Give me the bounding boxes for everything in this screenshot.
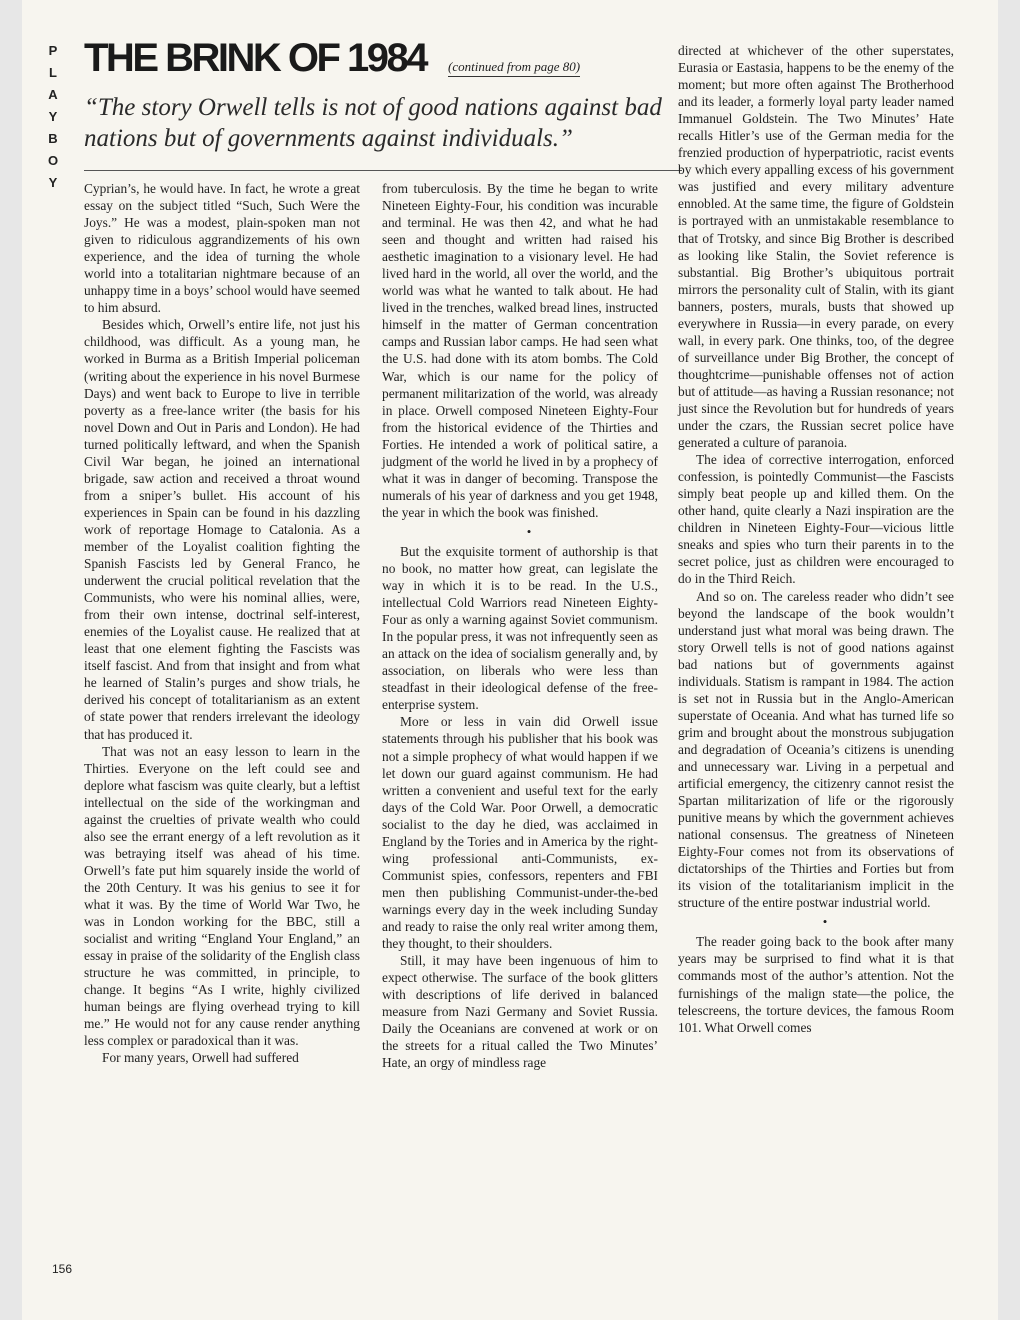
magazine-letter: Y	[48, 109, 58, 124]
section-break: •	[822, 914, 828, 930]
magazine-page	[22, 0, 998, 1320]
continued-note: (continued from page 80)	[448, 59, 580, 77]
paragraph: Besides which, Orwell’s entire life, not just his childhood, was difficult. As a young man, he worked in Burma as a British Imperial policeman (writing about the experience in his novel Burmese Days) and went back to Europe to live in terrible poverty as a free-lance writer (the basis for his novel Down and Out in Paris and London). He had turned politically leftward, and when the Spanish Civil War began, he joined an international brigade, saw action and received a throat wound from a sniper’s bullet. His account of his experiences in Spain can be found in his dazzling work of reportage Homage to Catalonia. As a member of the Loyalist coalition fighting the Spanish Fascists led by General Franco, he underwent the crucial political revelation that the Communists, who were his nominal allies, were, from their own intense, doctrinal self-interest, enemies of the Loyalist cause. He realized that at least that one element fighting the Fascists was itself fascist. And from that insight and from what he learned of Stalin’s purges and show trials, he derived his concept of totalitarianism as an extent of state power that renders irrelevant the ideology that has produced it.	[84, 317, 360, 742]
magazine-letter: A	[48, 87, 58, 102]
section-break: •	[526, 523, 532, 539]
paragraph: The idea of corrective interrogation, enforced confession, is pointedly Communist—the Fascists simply beat people up and killed them. On the other hand, quite clearly a Nazi inspiration are the children in Nineteen Eighty-Four—vicious little sneaks and spies who turn their parents in to the secret police, just as children were encouraged to do in the Third Reich.	[678, 452, 954, 587]
paragraph: Still, it may have been ingenuous of him to expect otherwise. The surface of the book glitters with descriptions of life derived in balanced measure from Nazi Germany and Soviet Russia. Daily the Oceanians are convened at work or on the streets for a ritual called the Two Minutes’ Hate, an orgy of mindless rage	[382, 953, 658, 1071]
pull-quote: “The story Orwell tells is not of good nations against bad nations but of governments against individuals.”	[84, 94, 662, 152]
magazine-letter: B	[48, 131, 58, 146]
paragraph: That was not an easy lesson to learn in the Thirties. Everyone on the left could see and deplore what fascism was quite clearly, but a leftist intellectual on the side of the workingman and against the cruelties of private wealth who could also see the errant energy of a left revolution as it was betraying itself was ahead of his time. Orwell’s fate put him squarely inside the world of the 20th Century. It was his genius to see it for what it was. By the time of World War Two, he was in London working for the BBC, still a socialist and writing “England Your England,” an essay in praise of the solidarity of the English class structure he was committed, in principle, to change. It begins “As I write, highly civilized human beings are flying overhead trying to kill me.” He would not for any cause render anything less complex or paradoxical than it was.	[84, 743, 360, 1049]
magazine-letter: O	[47, 153, 59, 168]
paragraph: The reader going back to the book after many years may be surprised to find what it is that commands most of the author’s attention. Not the furnishings of the malign state—the police, the telescreens, the torture devices, the famous Room 101. What Orwell comes	[678, 934, 954, 1035]
text-column-1	[84, 180, 360, 1066]
magazine-letter: L	[49, 65, 57, 80]
magazine-letter: Y	[48, 175, 58, 190]
paragraph: But the exquisite torment of authorship is that no book, no matter how great, can legislate the way in which it is to be read. In the U.S., intellectual Cold Warriors read Nineteen Eighty-Four as only a warning against Soviet communism. In the popular press, it was not infrequently seen as an attack on the idea of socialism generally and, by association, on liberals who were less than steadfast in their ideological defense of the free-enterprise system.	[382, 543, 658, 713]
paragraph: Cyprian’s, he would have. In fact, he wrote a great essay on the subject titled “Such, Such Were the Joys.” He was a modest, plain-spoken man not given to ridiculous aggrandizements of his own experience, and the idea of turning the whole world into a totalitarian nightmare because of an unhappy time in a boys’ school would have seemed to him absurd.	[84, 181, 360, 316]
paragraph: For many years, Orwell had suffered	[102, 1050, 299, 1066]
text-column-3	[678, 42, 954, 1036]
paragraph: More or less in vain did Orwell issue statements through his publisher that his book was not a simple prophecy of what would happen if we let down our guard against communism. He had written a convenient and useful text for the early days of the Cold War. Poor Orwell, a democratic socialist to the day he died, was acclaimed in England by the Tories and in America by the right-wing professional anti-Communists, ex-Communist spies, confessors, repenters and FBI men then publishing Communist-under-the-bed warnings every day in the week including Sunday and ready to raise the only real writer among them, they thought, to their shoulders.	[382, 714, 658, 952]
magazine-name-vertical	[36, 40, 70, 194]
paragraph: directed at whichever of the other superstates, Eurasia or Eastasia, happens to be the enemy of the moment; but more often against The Brotherhood and its leader, a formerly loyal party leader named Immanuel Goldstein. The Two Minutes’ Hate recalls Hitler’s use of the German media for the frenzied production of hyperpatriotic, racist events by which every appalling excess of his government was justified and every military adventure ennobled. At the same time, the figure of Goldstein is portrayed with an unmistakable resemblance to that of Trotsky, and since Big Brother is described as looking like Stalin, the Soviet reference is substantial. Big Brother’s ubiquitous portrait mirrors the personality cult of Stalin, with its giant banners, posters, murals, busts that showed up everywhere in Russia—in every parade, on every wall, in every park. One thinks, too, of the degree of surveillance under Big Brother, the concept of thoughtcrime—punishable offenses not of action but of attitude—as having a Russian resonance; not just since the Revolution but for hundreds of years under the czars, the Russian secret police have generated a culture of paranoia.	[678, 43, 954, 451]
text-column-2	[382, 180, 658, 1071]
divider	[84, 170, 682, 171]
page-number: 156	[52, 1262, 73, 1276]
article-title: THE BRINK OF 1984	[84, 36, 427, 80]
article-header	[84, 36, 664, 86]
paragraph: from tuberculosis. By the time he began to write Nineteen Eighty-Four, his condition was incurable and terminal. He was then 42, and what he had seen and thought and written had raised his aesthetic imagination to a visionary level. He had lived hard in the world, all over the world, and the world was what he wanted to talk about. He had lived in the trenches, walked bread lines, instructed himself in the matter of German concentration camps and Russian labor camps. He had seen what the U.S. had done with its atom bombs. The Cold War, which is our name for the policy of permanent militarization of the world, was already in place. Orwell composed Nineteen Eighty-Four from the historical evidence of the Thirties and Forties. He intended a work of political satire, a judgment of the world he lived in by a prophecy of what it was in danger of becoming. Transpose the numerals of his year of darkness and you get 1948, the year in which the book was finished.	[382, 181, 658, 520]
paragraph: And so on. The careless reader who didn’t see beyond the landscape of the book wouldn’t understand just what moral was being drawn. The story Orwell tells is not of good nations against bad nations but of governments against individuals. Statism is rampant in 1984. The action is set not in Russia but in the Anglo-American superstate of Oceania. And what has turned life so grim and brought about the monstrous subjugation and degradation of Oceania’s citizens is unending and unnecessary war. Living in a perpetual and artificial emergency, the citizenry cannot resist the Spartan militarization of life or the rigorously punitive means by which the government achieves national consensus. The greatness of Nineteen Eighty-Four comes not from its observations of dictatorships of the Thirties and Forties but from its vision of the totalitarianism implicit in the structure of the entire postwar industrial world.	[678, 588, 954, 911]
magazine-letter: P	[48, 43, 58, 58]
